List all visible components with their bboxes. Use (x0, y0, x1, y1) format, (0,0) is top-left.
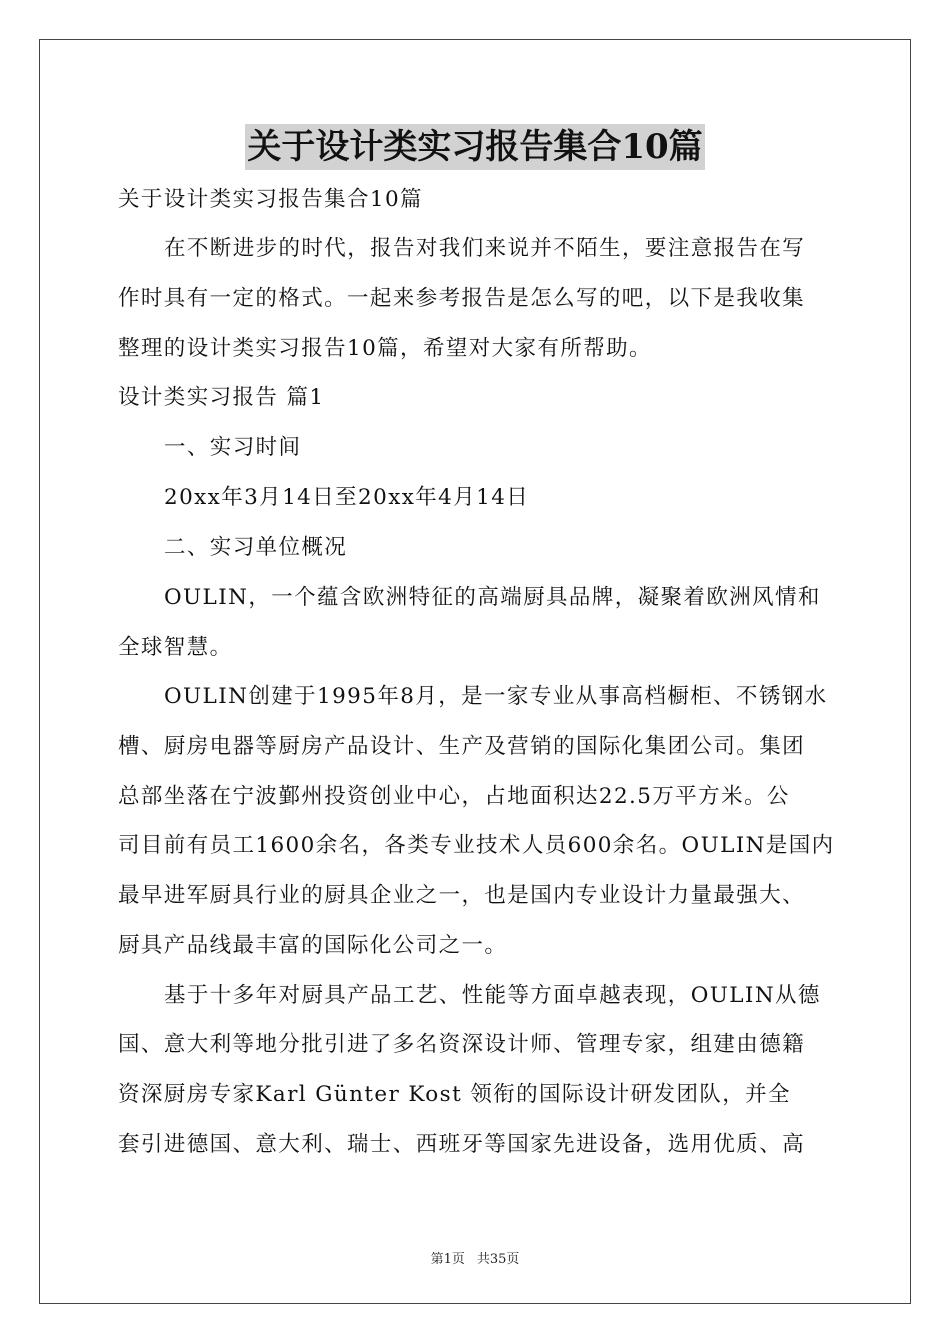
paragraph-line: 在不断进步的时代，报告对我们来说并不陌生，要注意报告在写 (164, 236, 806, 261)
page-footer (0, 1248, 950, 1267)
title-container (0, 124, 950, 170)
paragraph-line: 套引进德国、意大利、瑞士、西班牙等国家先进设备，选用优质、高 (118, 1132, 806, 1157)
paragraph-line: 厨具产品线最丰富的国际化公司之一。 (118, 933, 508, 958)
subsection-heading: 二、实习单位概况 (164, 535, 348, 560)
paragraph-line: 总部坐落在宁波鄞州投资创业中心，占地面积达22.5万平方米。公 (118, 784, 790, 809)
paragraph-line: 全球智慧。 (118, 635, 233, 660)
paragraph-line: 资深厨房专家Karl Günter Kost 领衔的国际设计研发团队，并全 (118, 1082, 791, 1107)
paragraph-line: OULIN创建于1995年8月，是一家专业从事高档橱柜、不锈钢水 (164, 684, 828, 709)
paragraph-line: 最早进军厨具行业的厨具企业之一，也是国内专业设计力量最强大、 (118, 883, 806, 908)
paragraph-line: OULIN，一个蕴含欧洲特征的高端厨具品牌，凝聚着欧洲风情和 (164, 585, 821, 610)
paragraph-line: 作时具有一定的格式。一起来参考报告是怎么写的吧，以下是我收集 (118, 286, 806, 311)
subsection-heading: 一、实习时间 (164, 435, 302, 460)
page-number: 第1页 (430, 1252, 465, 1267)
page-total: 共35页 (476, 1252, 520, 1267)
section-heading: 设计类实习报告 篇1 (118, 385, 325, 410)
document-title: 关于设计类实习报告集合10篇 (245, 124, 704, 170)
paragraph-line: 司目前有员工1600余名，各类专业技术人员600余名。OULIN是国内 (118, 833, 835, 858)
page-border (39, 39, 911, 1304)
paragraph-line: 国、意大利等地分批引进了多名资深设计师、管理专家，组建由德籍 (118, 1032, 806, 1057)
paragraph-line: 20xx年3月14日至20xx年4月14日 (164, 485, 530, 510)
subtitle-line: 关于设计类实习报告集合10篇 (118, 187, 423, 212)
paragraph-line: 整理的设计类实习报告10篇，希望对大家有所帮助。 (118, 336, 652, 361)
paragraph-line: 槽、厨房电器等厨房产品设计、生产及营销的国际化集团公司。集团 (118, 734, 806, 759)
paragraph-line: 基于十多年对厨具产品工艺、性能等方面卓越表现，OULIN从德 (164, 983, 821, 1008)
